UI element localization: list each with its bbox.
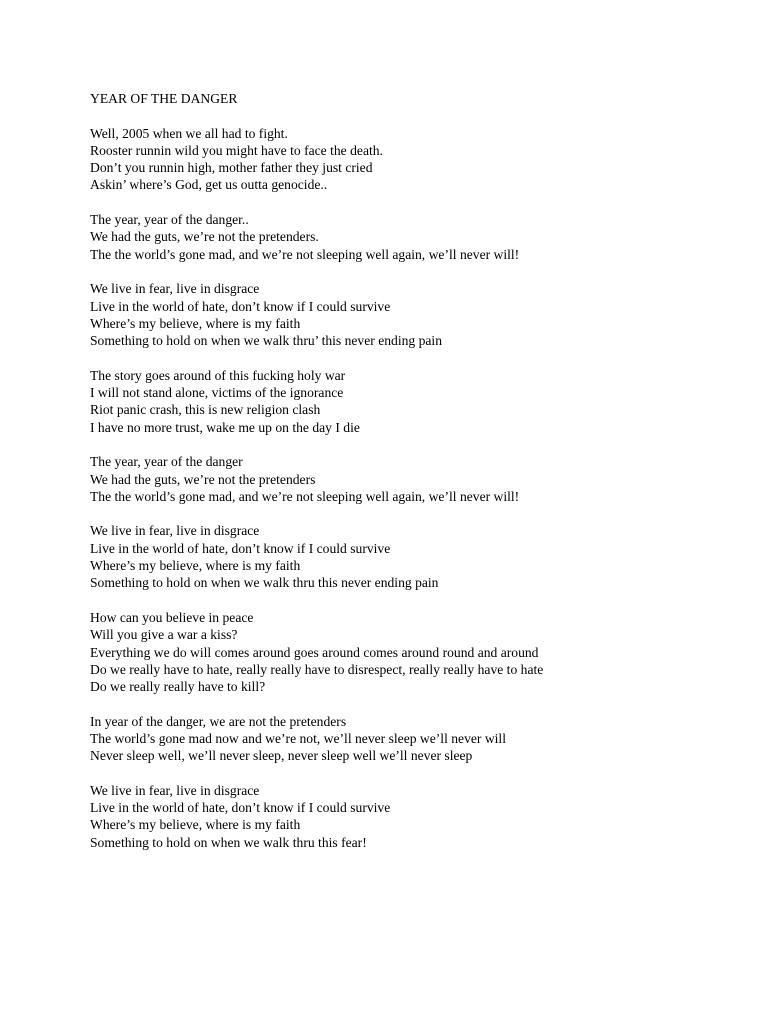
lyric-line: I will not stand alone, victims of the ignorance bbox=[90, 385, 344, 401]
lyric-line: Where’s my believe, where is my faith bbox=[90, 558, 301, 574]
document-page bbox=[90, 90, 730, 868]
stanza-8 bbox=[90, 713, 730, 765]
lyric-line: Don’t you runnin high, mother father they just cried bbox=[90, 160, 373, 176]
lyric-line: Something to hold on when we walk thru this never ending pain bbox=[90, 575, 439, 591]
lyric-line: Where’s my believe, where is my faith bbox=[90, 817, 301, 833]
lyric-line: Never sleep well, we’ll never sleep, never sleep well we’ll never sleep bbox=[90, 748, 473, 764]
lyric-line: The year, year of the danger bbox=[90, 454, 243, 470]
document-title: YEAR OF THE DANGER bbox=[90, 91, 238, 106]
lyric-line: Live in the world of hate, don’t know if I could survive bbox=[90, 800, 391, 816]
stanza-7 bbox=[90, 609, 730, 695]
lyric-line: Rooster runnin wild you might have to face the death. bbox=[90, 142, 383, 158]
lyric-line: The the world’s gone mad, and we’re not sleeping well again, we’ll never will! bbox=[90, 488, 520, 504]
lyric-line: I have no more trust, wake me up on the day I die bbox=[90, 419, 360, 435]
lyric-line: Live in the world of hate, don’t know if I could survive bbox=[90, 540, 391, 556]
lyric-line: The story goes around of this fucking holy war bbox=[90, 367, 346, 383]
lyric-line: Will you give a war a kiss? bbox=[90, 627, 238, 643]
lyric-line: We live in fear, live in disgrace bbox=[90, 523, 260, 539]
lyric-line: Well, 2005 when we all had to fight. bbox=[90, 125, 288, 141]
lyric-line: Do we really have to hate, really really have to disrespect, really really have to hate bbox=[90, 661, 544, 677]
stanza-5 bbox=[90, 453, 730, 505]
lyric-line: The year, year of the danger.. bbox=[90, 212, 249, 228]
stanza-2 bbox=[90, 211, 730, 263]
lyric-line: In year of the danger, we are not the pretenders bbox=[90, 713, 347, 729]
lyric-line: Where’s my believe, where is my faith bbox=[90, 315, 301, 331]
lyric-line: Everything we do will comes around goes around comes around round and around bbox=[90, 644, 539, 660]
lyric-line: The the world’s gone mad, and we’re not sleeping well again, we’ll never will! bbox=[90, 246, 520, 262]
lyric-line: Askin’ where’s God, get us outta genocide.. bbox=[90, 177, 328, 193]
lyric-line: We had the guts, we’re not the pretenders bbox=[90, 471, 316, 487]
stanza-1 bbox=[90, 125, 730, 194]
lyric-line: Riot panic crash, this is new religion clash bbox=[90, 402, 321, 418]
lyric-line: We live in fear, live in disgrace bbox=[90, 782, 260, 798]
lyric-line: Something to hold on when we walk thru’ this never ending pain bbox=[90, 333, 442, 349]
lyric-line: How can you believe in peace bbox=[90, 609, 254, 625]
lyric-line: Something to hold on when we walk thru this fear! bbox=[90, 834, 367, 850]
stanza-3 bbox=[90, 280, 730, 349]
lyric-line: Do we really really have to kill? bbox=[90, 679, 266, 695]
stanza-9 bbox=[90, 782, 730, 851]
stanza-6 bbox=[90, 522, 730, 591]
stanza-4 bbox=[90, 367, 730, 436]
lyric-line: We had the guts, we’re not the pretenders. bbox=[90, 229, 319, 245]
lyric-line: We live in fear, live in disgrace bbox=[90, 281, 260, 297]
lyric-line: Live in the world of hate, don’t know if I could survive bbox=[90, 298, 391, 314]
lyric-line: The world’s gone mad now and we’re not, we’ll never sleep we’ll never will bbox=[90, 730, 506, 746]
